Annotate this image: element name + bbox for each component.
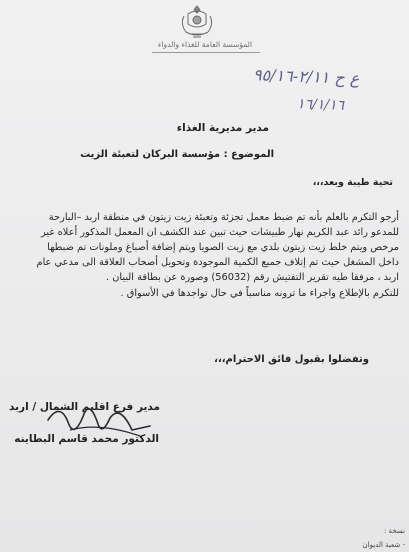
closing-line: وتفضلوا بقبول فائق الاحترام،،، xyxy=(214,354,369,365)
copies-item: - شعبة الديوان xyxy=(362,541,405,549)
reference-number: ع ح ٢/١١-٩٥/١٦ xyxy=(252,65,360,88)
body-paragraph-line: داخل المشغل حيث تم إتلاف جميع الكمية الموجودة وتحويل أصحاب العلاقة الى مدعي عام xyxy=(36,257,399,268)
recipient: مدير مديرية الغذاء xyxy=(176,122,269,134)
body-paragraph-line: للتكرم بالإطلاع واجراء ما ترونه مناسباً في حال تواجدها في الأسواق . xyxy=(120,288,399,299)
body-paragraph-line: للمدعو رائد عبد الكريم نهار طبيشات حيث تبين عند الكشف ان المعمل المذكور أعلاه غير xyxy=(41,227,399,238)
subject-line: الموضوع : مؤسسة البركان لتعبئة الزيت xyxy=(80,149,274,160)
signatory-name: الدكتور محمد قاسم البطاينه xyxy=(14,433,159,445)
organization-name: المؤسسة العامة للغذاء والدواء xyxy=(157,40,253,49)
letterhead-divider xyxy=(152,52,260,53)
signatory-title: مدير فرع اقليم الشمال / اربد xyxy=(9,401,160,413)
copies-label: نسخة : xyxy=(383,527,405,535)
greeting: تحية طيبة وبعد،،، xyxy=(312,177,393,188)
reference-date: ١٦/١/١٦ xyxy=(296,96,345,114)
body-paragraph-line: اربد ، مرفقا طيه تقرير التفتيش رقم (56032) وصورة عن بطاقة البيان . xyxy=(105,272,399,283)
coat-of-arms-icon xyxy=(178,4,216,40)
body-paragraph-line: مرخص ويتم خلط زيت زيتون بلدي مع زيت الصويا ويتم إضافة أصباغ وملونات تم ضبطها xyxy=(47,242,399,253)
body-paragraph-line: أرجو التكرم بالعلم بأنه تم ضبط معمل تجزئة وتعبئة زيت زيتون في منطقة اربد –البارحة xyxy=(48,212,399,223)
